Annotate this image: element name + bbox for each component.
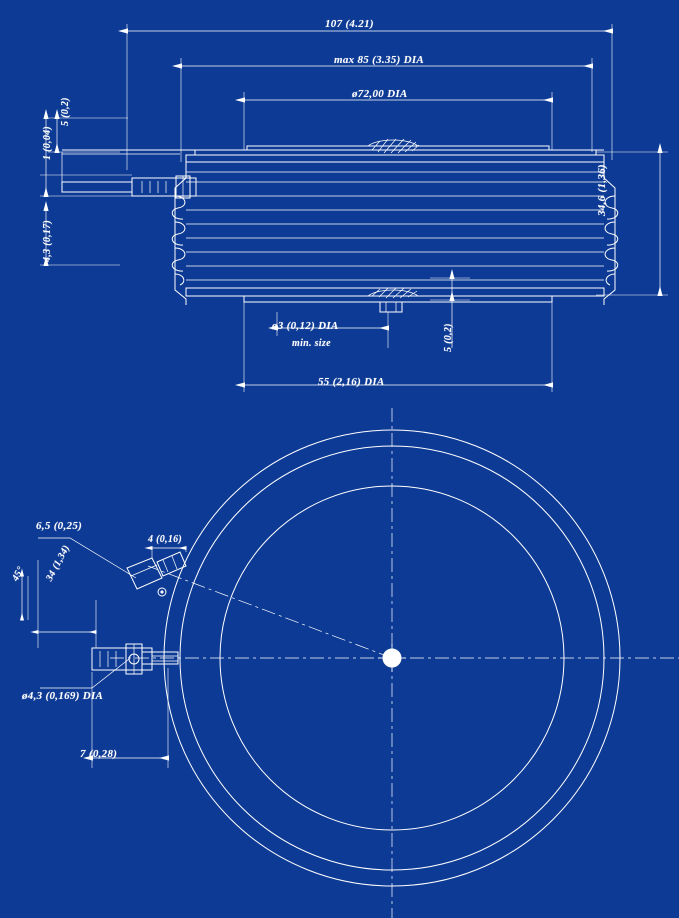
dim-overall-height: 34,6 (1,36): [596, 164, 608, 216]
dim-plan-gate-a: 6,5 (0,25): [36, 520, 83, 532]
dim-cathode-contact: ø3 (0,12) DIA: [272, 320, 339, 332]
dim-ceramic-diameter: max 85 (3.35) DIA: [334, 54, 425, 66]
dim-bottom-offset: 5 (0,2): [443, 323, 454, 352]
dim-gate-lead-3: 4,3 (0,17): [42, 219, 53, 262]
dim-plan-gate-d: ø4,3 (0,169) DIA: [22, 690, 104, 702]
dim-contact-face-top: ø72,00 DIA: [352, 88, 408, 100]
dim-gate-lead-2: 1 (0,04): [42, 125, 53, 160]
dim-contact-face-bottom: 55 (2,16) DIA: [318, 376, 385, 388]
dim-plan-angle: 45°: [10, 564, 27, 584]
dim-plan-gate-e: 7 (0,28): [80, 748, 118, 760]
dim-overall-width: 107 (4.21): [325, 18, 374, 30]
dim-plan-gate-b: 4 (0,16): [148, 534, 183, 545]
note-cathode-min-size: min. size: [292, 338, 331, 349]
dim-plan-gate-c: 34 (1,34): [44, 543, 73, 584]
dim-gate-lead-1: 5 (0,2): [60, 97, 71, 126]
